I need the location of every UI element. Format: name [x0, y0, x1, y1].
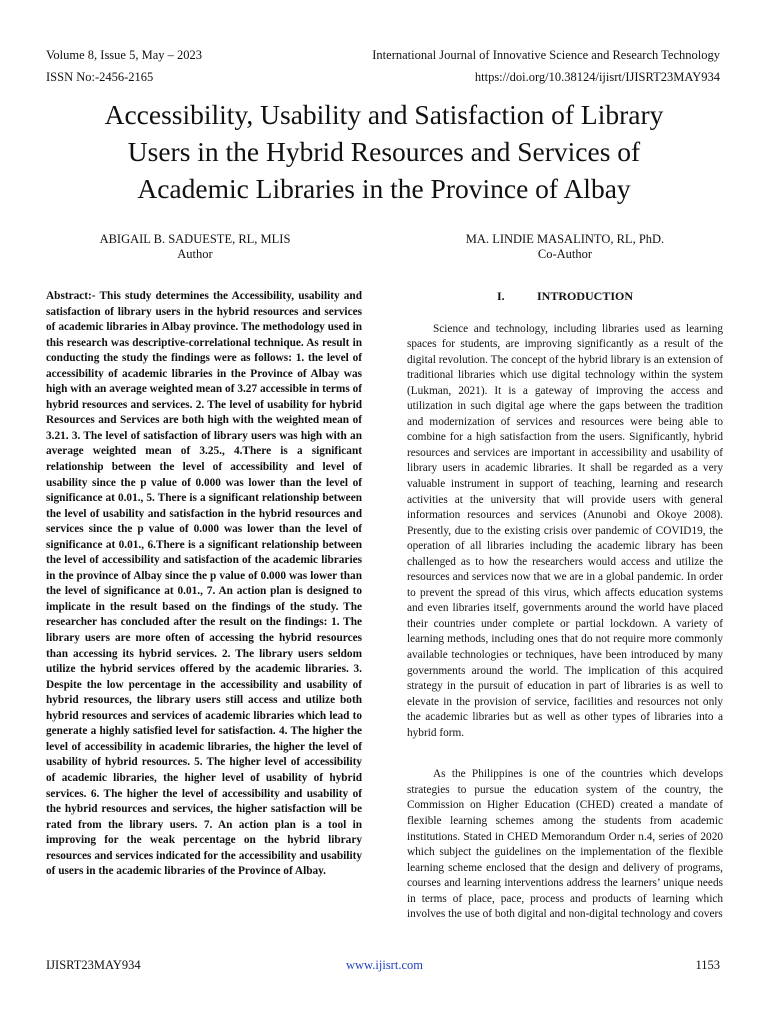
title-line: Accessibility, Usability and Satisfaction of Library — [104, 99, 664, 130]
coauthor-role: Co-Author — [537, 247, 593, 261]
intro-paragraph: As the Philippines is one of the countries which develops strategies to pursue the education system of the country, the Commission on Higher Education (CHED) created a mandate of flexible learning schemes among the students from academic institutions. Stated in CHED Memorandum Order n.4, series of 2020 which subject the guidelines on the implementation of the flexible learning scheme enclosed that the design and delivery of programs, courses and learning interventions address the learners’ unique needs in terms of place, pace, process and products of learning which involves the use of both digital and non-digital technology and covers — [407, 768, 723, 921]
left-column — [46, 289, 362, 880]
author-role: Author — [177, 247, 213, 261]
section-title: INTRODUCTION — [536, 289, 633, 303]
title-line: Users in the Hybrid Resources and Services of — [127, 136, 641, 167]
title-line: Academic Libraries in the Province of Albay — [137, 173, 631, 204]
author-name: ABIGAIL B. SADUESTE, RL, MLIS — [99, 232, 291, 246]
journal-volume: Volume 8, Issue 5, May – 2023 — [46, 48, 203, 62]
footer-code: IJISRT23MAY934 — [46, 958, 141, 972]
section-heading — [407, 289, 723, 305]
coauthor-name: MA. LINDIE MASALINTO, RL, PhD. — [465, 232, 665, 246]
journal-issn: ISSN No:-2456-2165 — [46, 70, 154, 84]
section-number: I. — [496, 289, 505, 303]
intro-paragraph: Science and technology, including libraries used as learning spaces for students, are improving significantly as a result of the digital revolution. The concept of the hybrid library is an extension of traditional libraries which use digital technology within the system (Lukman, 2021). It is a gateway of improving the access and utilization in such digital age where the gaps between the tradition and modernization of services and resources were being able to combine for a high satisfaction from the users. Significantly, hybrid resources and services are important in accessibility and usability of library users in academic libraries. It shall be regarded as a very valuable instrument in support of teaching, learning and research activities at the university that will provide users with general information resources and services (Anunobi and Okoye 2008). Presently, due to the existing crisis over pandemic of COVID19, the operation of all libraries including the academic library has been challenged as to how the researchers would access and utilize the resources and services now that we are in a global pandemic. In order to prevent the spread of this virus, which affects education systems and even libraries itself, governments around the world have placed their countries under complete or partial lockdown. A variety of learning methods, including ones that do not require more commonly available technologies or techniques, have been introduced by many governments around the world. The implication of this acquired strategy in the pursuit of education in part of libraries is as well to elevate in the provision of service, facilities and resources not only the academic libraries but as well as other types of libraries into a hybrid form. — [407, 322, 723, 739]
abstract-text: Abstract:- This study determines the Accessibility, usability and satisfaction of library users in the hybrid resources and services of academic libraries in Albay province. The methodology used in this research was descriptive-correlational technique. As result in conducting the study the findings were as follows: 1. the level of accessibility of academic libraries in the Province of Albay was high with an average weighted mean of 3.27 accessible in terms of hybrid resources and services. 2. The level of usability for hybrid Resources and Services are both high with the weighted mean of 3.21. 3. The level of satisfaction of library users was high with an average weighted mean of 3.25., 4.There is a significant relationship between the level of accessibility and level of usability since the p value of 0.000 was lower than the level of significance at 0.01., 5. There is a significant relationship between the level of usability and satisfaction in the hybrid resources and services since the p value of 0.000 was lower than the level of significance at 0.01., 6.There is a significant relationship between the level of accessibility and satisfaction of the academic libraries in the province of Albay since the p value of 0.000 was lower than the level of significance at 0.01., 7. An action plan is designed to implicate in the result based on the findings of the study. The researcher has concluded after the result on the findings: 1. The library users are more often of accessing the hybrid resources than accessing its hybrid services. 2. The library users seldom utilize the hybrid services offered by the academic libraries. 3. Despite the low percentage in the accessibility and usability of hybrid resources, the library users still access and utilize both hybrid resources and services of academic libraries which lead to generate a highly satisfied level for satisfaction. 4. The higher the level of accessibility in academic libraries, the higher the level of usability of hybrid resources. 5. The higher level of accessibility of academic libraries, the higher level of usability of hybrid services. 6. The higher the level of accessibility and usability of the hybrid resources and services, the higher satisfaction will be rated from the library users. 7. An action plan is a tool in improving for the weak percentage on the hybrid library resources and services indicated for the accessibility and usability of users in the academic libraries of the Province of Albay. — [46, 290, 362, 878]
journal-name: International Journal of Innovative Science and Research Technology — [372, 48, 720, 62]
paper-title — [40, 96, 728, 207]
coauthor-block — [430, 232, 700, 262]
page-number: 1153 — [695, 958, 720, 972]
article-doi: https://doi.org/10.38124/ijisrt/IJISRT23MAY934 — [474, 70, 720, 84]
author-block — [60, 232, 330, 262]
right-column — [407, 289, 723, 923]
footer-website-link[interactable]: www.ijisrt.com — [346, 958, 423, 972]
